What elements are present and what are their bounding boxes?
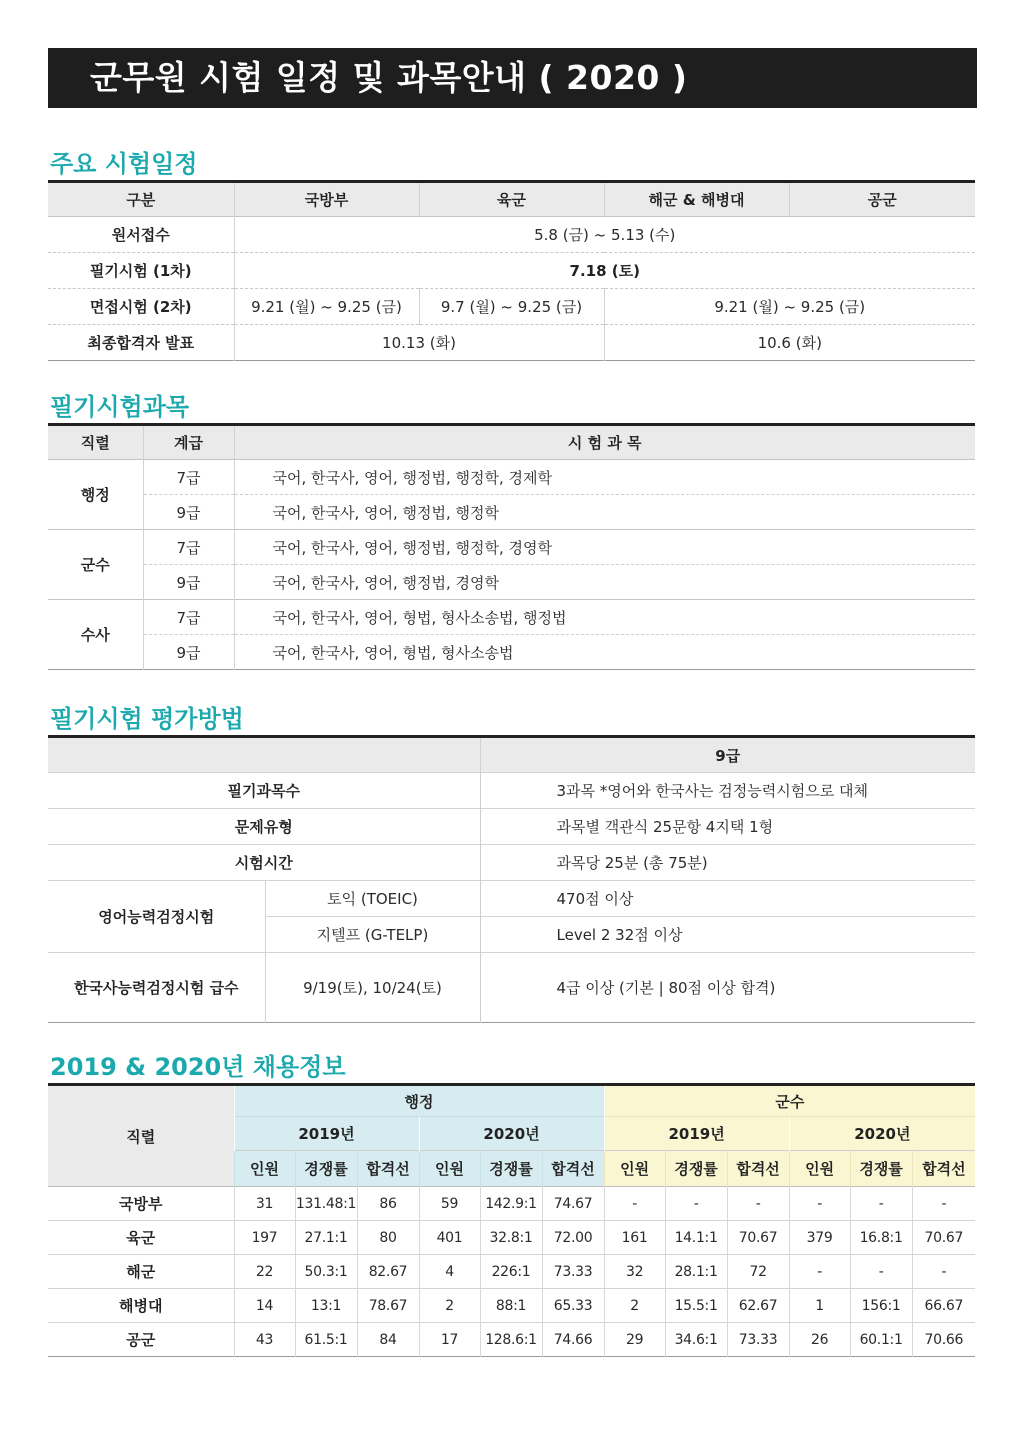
grade: 7급 (143, 600, 234, 635)
table-cell: 26 (789, 1323, 850, 1357)
table-row (48, 289, 975, 325)
subjects-section-title: 필기시험과목 (50, 393, 190, 421)
table-cell: 128.6:1 (480, 1323, 542, 1357)
table-cell: 13:1 (295, 1289, 357, 1323)
col-header-ratio: 경쟁률 (480, 1151, 542, 1187)
table-cell: 15.5:1 (665, 1289, 727, 1323)
table-cell: 50.3:1 (295, 1255, 357, 1289)
recruit-header-admin-2020: 2020년 (419, 1117, 604, 1151)
table-cell: 70.67 (727, 1221, 789, 1255)
page-title: 군무원 시험 일정 및 과목안내 ( 2020 ) (90, 58, 688, 97)
table-cell: 80 (357, 1221, 419, 1255)
recruit-table (48, 1083, 975, 1357)
row-label-interview: 면접시험 (2차) (48, 289, 234, 325)
row-name: 육군 (48, 1221, 234, 1255)
recruit-header-series: 직렬 (48, 1085, 234, 1187)
table-cell: 156:1 (850, 1289, 912, 1323)
table-cell: 28.1:1 (665, 1255, 727, 1289)
row-name: 공군 (48, 1323, 234, 1357)
grade: 9급 (143, 635, 234, 670)
table-row (48, 1187, 975, 1221)
table-cell: 72.00 (542, 1221, 604, 1255)
table-cell: 78.67 (357, 1289, 419, 1323)
table-cell: 161 (604, 1221, 665, 1255)
table-cell: 17 (419, 1323, 480, 1357)
table-cell: - (912, 1187, 975, 1221)
table-cell: 74.67 (542, 1187, 604, 1221)
english-test-toeic: 토익 (TOEIC) (265, 881, 480, 917)
table-cell: 31 (234, 1187, 295, 1221)
table-cell: 226:1 (480, 1255, 542, 1289)
table-row (48, 565, 975, 600)
table-row (48, 845, 975, 881)
table-row (48, 809, 975, 845)
series-name: 행정 (48, 460, 143, 530)
table-row (48, 495, 975, 530)
table-cell: 16.8:1 (850, 1221, 912, 1255)
col-header-headcount: 인원 (789, 1151, 850, 1187)
table-cell: 65.33 (542, 1289, 604, 1323)
evaluation-header-grade9: 9급 (480, 737, 975, 773)
table-cell: 29 (604, 1323, 665, 1357)
row-label-exam-time: 시험시간 (48, 845, 480, 881)
col-header-headcount: 인원 (234, 1151, 295, 1187)
table-cell: 73.33 (542, 1255, 604, 1289)
table-cell: 142.9:1 (480, 1187, 542, 1221)
table-row (48, 1323, 975, 1357)
interview-date-others: 9.21 (월) ~ 9.25 (금) (604, 289, 975, 325)
subject-list: 국어, 한국사, 영어, 형법, 형사소송법, 행정법 (234, 600, 975, 635)
table-cell: - (665, 1187, 727, 1221)
recruit-section-title: 2019 & 2020년 채용정보 (50, 1053, 346, 1081)
col-header-cutoff: 합격선 (357, 1151, 419, 1187)
series-name: 수사 (48, 600, 143, 670)
table-row (48, 530, 975, 565)
row-label-question-type: 문제유형 (48, 809, 480, 845)
table-cell: 2 (419, 1289, 480, 1323)
interview-date-army: 9.7 (월) ~ 9.25 (금) (419, 289, 604, 325)
toeic-requirement: 470점 이상 (480, 881, 975, 917)
row-label-application: 원서접수 (48, 217, 234, 253)
col-header-cutoff: 합격선 (542, 1151, 604, 1187)
table-cell: 88:1 (480, 1289, 542, 1323)
subject-count-value: 3과목 *영어와 한국사는 검정능력시험으로 대체 (480, 773, 975, 809)
table-cell: 401 (419, 1221, 480, 1255)
table-cell: - (850, 1255, 912, 1289)
evaluation-section-title: 필기시험 평가방법 (50, 705, 244, 733)
table-cell: 73.33 (727, 1323, 789, 1357)
col-header-ratio: 경쟁률 (295, 1151, 357, 1187)
grade: 7급 (143, 530, 234, 565)
table-cell: 70.66 (912, 1323, 975, 1357)
recruit-header-admin: 행정 (234, 1085, 604, 1117)
subject-list: 국어, 한국사, 영어, 행정법, 행정학, 경제학 (234, 460, 975, 495)
schedule-header-army: 육군 (419, 182, 604, 217)
col-header-cutoff: 합격선 (727, 1151, 789, 1187)
korean-history-requirement: 4급 이상 (기본 | 80점 이상 합격) (480, 953, 975, 1023)
schedule-section-title: 주요 시험일정 (50, 150, 198, 178)
row-name: 해군 (48, 1255, 234, 1289)
table-cell: 2 (604, 1289, 665, 1323)
recruit-header-row-groups (48, 1085, 975, 1117)
row-label-korean-history: 한국사능력검정시험 급수 (48, 953, 265, 1023)
table-row (48, 217, 975, 253)
final-result-date-right: 10.6 (화) (604, 325, 975, 361)
row-name: 해병대 (48, 1289, 234, 1323)
schedule-header-airforce: 공군 (789, 182, 975, 217)
col-header-ratio: 경쟁률 (665, 1151, 727, 1187)
schedule-header-navy-marine: 해군 & 해병대 (604, 182, 789, 217)
grade: 9급 (143, 565, 234, 600)
korean-history-dates: 9/19(토), 10/24(토) (265, 953, 480, 1023)
schedule-header-category: 구분 (48, 182, 234, 217)
recruit-header-logistics: 군수 (604, 1085, 975, 1117)
table-cell: 60.1:1 (850, 1323, 912, 1357)
evaluation-header-blank (48, 737, 480, 773)
table-cell: 86 (357, 1187, 419, 1221)
table-cell: 84 (357, 1323, 419, 1357)
table-cell: - (789, 1255, 850, 1289)
subject-list: 국어, 한국사, 영어, 형법, 형사소송법 (234, 635, 975, 670)
recruit-header-logistics-2020: 2020년 (789, 1117, 975, 1151)
table-cell: 379 (789, 1221, 850, 1255)
col-header-cutoff: 합격선 (912, 1151, 975, 1187)
table-cell: - (850, 1187, 912, 1221)
header-banner (48, 48, 977, 108)
subjects-header-subjects: 시 험 과 목 (234, 425, 975, 460)
recruit-header-admin-2019: 2019년 (234, 1117, 419, 1151)
table-row (48, 1255, 975, 1289)
table-cell: 27.1:1 (295, 1221, 357, 1255)
table-cell: 82.67 (357, 1255, 419, 1289)
interview-date-mnd: 9.21 (월) ~ 9.25 (금) (234, 289, 419, 325)
table-cell: 1 (789, 1289, 850, 1323)
table-row (48, 635, 975, 670)
table-cell: - (789, 1187, 850, 1221)
table-cell: 61.5:1 (295, 1323, 357, 1357)
written-exam-date: 7.18 (토) (234, 253, 975, 289)
evaluation-table (48, 735, 975, 1023)
table-cell: 34.6:1 (665, 1323, 727, 1357)
subject-list: 국어, 한국사, 영어, 행정법, 행정학 (234, 495, 975, 530)
row-label-final-result: 최종합격자 발표 (48, 325, 234, 361)
table-cell: 43 (234, 1323, 295, 1357)
table-cell: - (912, 1255, 975, 1289)
table-cell: 59 (419, 1187, 480, 1221)
col-header-ratio: 경쟁률 (850, 1151, 912, 1187)
subjects-header-grade: 계급 (143, 425, 234, 460)
subjects-header-series: 직렬 (48, 425, 143, 460)
english-test-gtelp: 지텔프 (G-TELP) (265, 917, 480, 953)
row-label-written-exam: 필기시험 (1차) (48, 253, 234, 289)
row-label-english-test: 영어능력검정시험 (48, 881, 265, 953)
table-cell: - (604, 1187, 665, 1221)
table-row (48, 1221, 975, 1255)
subjects-table (48, 423, 975, 670)
table-row (48, 953, 975, 1023)
series-name: 군수 (48, 530, 143, 600)
table-cell: 14 (234, 1289, 295, 1323)
table-cell: 32.8:1 (480, 1221, 542, 1255)
table-cell: 131.48:1 (295, 1187, 357, 1221)
table-cell: 66.67 (912, 1289, 975, 1323)
schedule-header-mnd: 국방부 (234, 182, 419, 217)
schedule-header-row (48, 182, 975, 217)
table-row (48, 325, 975, 361)
table-cell: 4 (419, 1255, 480, 1289)
table-cell: 62.67 (727, 1289, 789, 1323)
subjects-header-row (48, 425, 975, 460)
row-name: 국방부 (48, 1187, 234, 1221)
col-header-headcount: 인원 (604, 1151, 665, 1187)
col-header-headcount: 인원 (419, 1151, 480, 1187)
table-row (48, 600, 975, 635)
schedule-table (48, 180, 975, 361)
table-cell: 197 (234, 1221, 295, 1255)
exam-time-value: 과목당 25분 (총 75분) (480, 845, 975, 881)
final-result-date-left: 10.13 (화) (234, 325, 604, 361)
table-row (48, 1289, 975, 1323)
subject-list: 국어, 한국사, 영어, 행정법, 행정학, 경영학 (234, 530, 975, 565)
gtelp-requirement: Level 2 32점 이상 (480, 917, 975, 953)
table-cell: 14.1:1 (665, 1221, 727, 1255)
table-row (48, 881, 975, 917)
grade: 9급 (143, 495, 234, 530)
row-label-subject-count: 필기과목수 (48, 773, 480, 809)
table-cell: 22 (234, 1255, 295, 1289)
table-row (48, 253, 975, 289)
application-period: 5.8 (금) ~ 5.13 (수) (234, 217, 975, 253)
table-cell: 72 (727, 1255, 789, 1289)
table-cell: 70.67 (912, 1221, 975, 1255)
grade: 7급 (143, 460, 234, 495)
recruit-header-logistics-2019: 2019년 (604, 1117, 789, 1151)
table-cell: 32 (604, 1255, 665, 1289)
subject-list: 국어, 한국사, 영어, 행정법, 경영학 (234, 565, 975, 600)
table-row (48, 773, 975, 809)
table-row (48, 460, 975, 495)
question-type-value: 과목별 객관식 25문항 4지택 1형 (480, 809, 975, 845)
table-cell: - (727, 1187, 789, 1221)
table-cell: 74.66 (542, 1323, 604, 1357)
evaluation-header-row (48, 737, 975, 773)
